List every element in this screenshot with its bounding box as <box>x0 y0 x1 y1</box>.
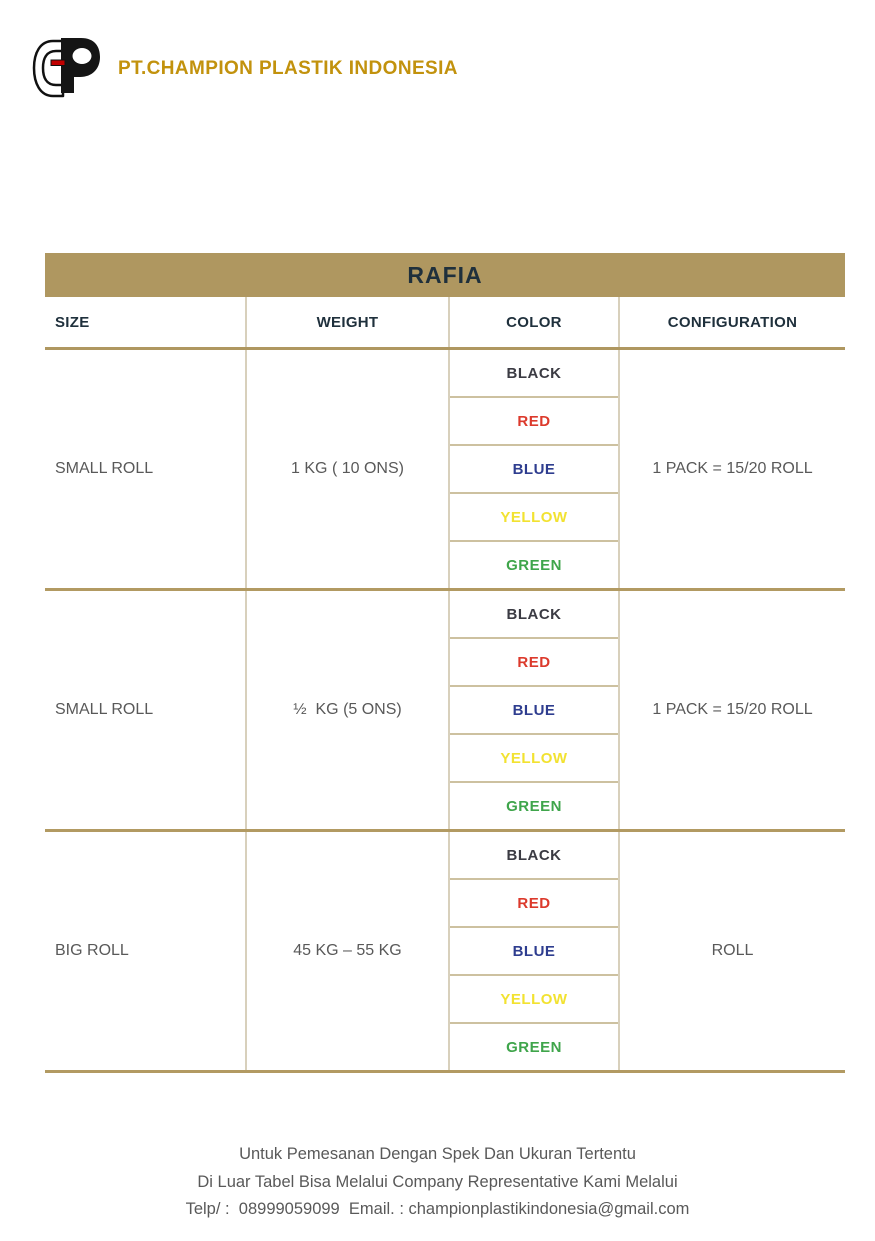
size-cell: SMALL ROLL <box>55 701 154 718</box>
rafia-table <box>45 253 845 1073</box>
color-option-blue: BLUE <box>450 928 618 976</box>
color-option-yellow: YELLOW <box>450 735 618 783</box>
configuration-cell: 1 PACK = 15/20 ROLL <box>618 591 845 829</box>
color-stack <box>448 591 618 829</box>
color-option-yellow: YELLOW <box>450 976 618 1024</box>
column-header-weight: WEIGHT <box>245 297 448 347</box>
column-header-configuration: CONFIGURATION <box>618 297 845 347</box>
company-name: PT.CHAMPION PLASTIK INDONESIA <box>118 57 458 79</box>
logo-letter-p <box>61 38 100 93</box>
table-title: RAFIA <box>407 261 483 288</box>
size-cell: SMALL ROLL <box>55 460 154 477</box>
footer-line-3: Telp/ : 08999059099 Email. : championplastikindonesia@gmail.com <box>185 1200 690 1218</box>
color-option-green: GREEN <box>506 556 562 574</box>
color-option-red: RED <box>450 880 618 928</box>
footer-line-2: Di Luar Tabel Bisa Melalui Company Representative Kami Melalui <box>197 1172 678 1191</box>
color-option-black: BLACK <box>450 350 618 398</box>
table-header-row <box>45 297 845 350</box>
footer-note <box>0 1141 875 1224</box>
table-row <box>45 832 845 1073</box>
table-title-band <box>45 253 845 297</box>
color-stack <box>448 350 618 588</box>
color-option-black: BLACK <box>450 832 618 880</box>
column-header-size: SIZE <box>55 313 90 331</box>
company-logo-cp-icon <box>30 36 102 101</box>
color-option-red: RED <box>450 398 618 446</box>
color-stack <box>448 832 618 1070</box>
footer-line-1: Untuk Pemesanan Dengan Spek Dan Ukuran Tertentu <box>239 1145 636 1163</box>
color-option-red: RED <box>450 639 618 687</box>
size-cell: BIG ROLL <box>55 942 129 959</box>
configuration-cell: ROLL <box>618 832 845 1070</box>
table-row <box>45 591 845 832</box>
configuration-cell: 1 PACK = 15/20 ROLL <box>618 350 845 588</box>
color-option-green: GREEN <box>506 1038 562 1056</box>
column-header-color: COLOR <box>448 297 618 347</box>
color-option-blue: BLUE <box>450 446 618 494</box>
weight-cell: 45 KG – 55 KG <box>245 832 448 1070</box>
brand-header <box>30 36 458 101</box>
weight-cell: 1 KG ( 10 ONS) <box>245 350 448 588</box>
weight-cell: ½ KG (5 ONS) <box>245 591 448 829</box>
color-option-yellow: YELLOW <box>450 494 618 542</box>
logo-red-bar <box>51 60 65 66</box>
table-row <box>45 350 845 591</box>
color-option-blue: BLUE <box>450 687 618 735</box>
color-option-green: GREEN <box>506 797 562 815</box>
color-option-black: BLACK <box>450 591 618 639</box>
